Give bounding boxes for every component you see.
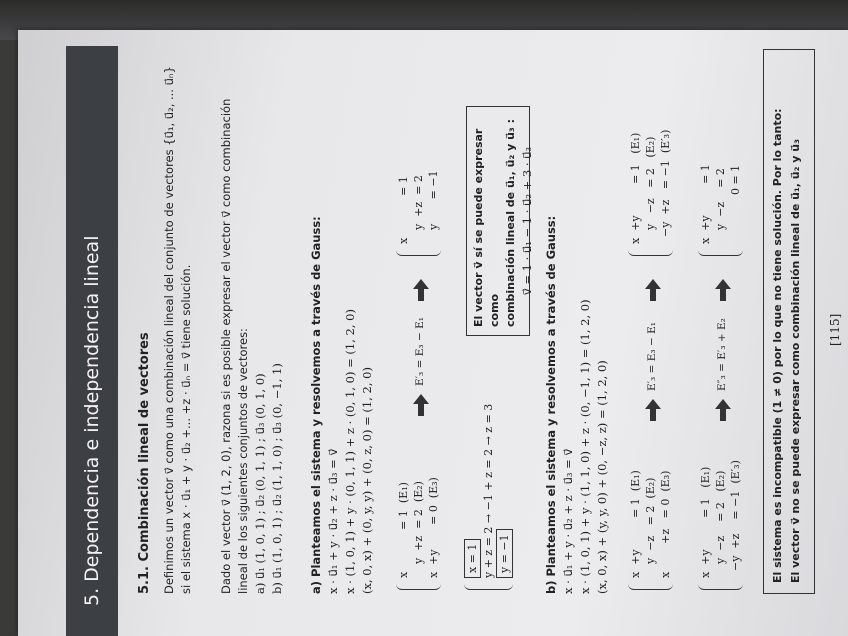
brace	[698, 249, 743, 256]
arrow-right-icon	[715, 399, 731, 421]
part-b-system-0: x +y = 1 (E₁) y −z = 2 (E₂) −y +z = −1 (E′₃)	[698, 460, 743, 590]
arrow-right-icon	[715, 279, 731, 301]
conclusion-line-3: v⃗ = 1 · u⃗₁ − 1 · u⃗₂ + 3 · u⃗₃	[520, 146, 534, 296]
part-a-solution	[464, 404, 513, 590]
part-b-system-2: x +y = 1 (E₁) y −z = 2 (E₂) −y +z = −1 (E′₃)	[628, 130, 673, 256]
solution-x: x = 1	[464, 539, 481, 578]
part-a-eq3: (x, 0, x) + (0, y, y) + (0, z, 0) = (1, 2, 0)	[360, 367, 374, 594]
part-a-operation: E′₃ = E₃ − E₁	[414, 317, 426, 386]
conclusion-line-2: combinación lineal de u⃗₁, u⃗₂ y u⃗₃ :	[504, 119, 517, 327]
chapter-title: 5. Dependencia e independencia lineal	[81, 235, 103, 606]
part-b-system-1: x +y = 1 (E₁) y −z = 2 (E₂) x +z = 0 (E₃)	[628, 470, 673, 590]
part-a-eq2: x · (1, 0, 1) + y · (0, 1, 1) + z · (0, 1, 0) = (1, 2, 0)	[343, 309, 357, 594]
section-title: 5.1. Combinación lineal de vectores	[137, 332, 152, 594]
page-number: [115]	[828, 313, 842, 346]
part-b-system-3: x +y = 1 y −z = 2 0 = 1	[698, 164, 743, 256]
part-b	[543, 54, 611, 594]
part-a-system-1: x = 1 (E₁) y +z = 2 (E₂) x +y = 0 (E₃)	[396, 477, 441, 590]
part-a-eq1: x · u⃗₁ + y · u⃗₂ + z · u⃗₃ = v⃗	[326, 448, 340, 594]
page-content	[18, 30, 848, 636]
brace	[464, 583, 513, 590]
brace	[628, 249, 673, 256]
conclusion-line-1: El vector v⃗ sí se puede expresar como	[472, 128, 501, 327]
part-b-eq3: (x, 0, x) + (y, y, 0) + (0, −z, z) = (1, 2, 0)	[595, 360, 609, 594]
arrow-right-icon	[645, 399, 661, 421]
conclusion-box	[763, 49, 815, 594]
brace	[396, 583, 441, 590]
part-b-eq1: x · u⃗₁ + y · u⃗₂ + z · u⃗₃ = v⃗	[561, 448, 575, 594]
solution-z: y + z = 2 → −1 + z = 2 → z = 3	[482, 403, 495, 578]
part-a	[308, 54, 376, 594]
part-b-operation-1: E′₃ = E₃ − E₁	[646, 322, 658, 391]
part-b-eq2: x · (1, 0, 1) + y · (1, 1, 0) + z · (0, −1, 1) = (1, 2, 0)	[578, 299, 592, 594]
definition-line-2: si el sistema x · u⃗₁ + y · u⃗₂ +... +z · u⃗ₙ = v⃗ tiene solución.	[179, 264, 193, 594]
exercise-a: a) u⃗₁ (1, 0, 1) ; u⃗₂ (0, 1, 1) ; u⃗₃ (0, 1, 0)	[253, 373, 267, 594]
exercise-statement	[218, 54, 286, 594]
arrow-right-icon	[413, 279, 429, 301]
definition-line-1: Definimos un vector v⃗ como una combinación lineal del conjunto de vectores {u⃗₁, u⃗₂, ... u⃗ₙ}	[162, 66, 176, 594]
part-a-title: a) Planteamos el sistema y resolvemos a través de Gauss:	[309, 216, 323, 594]
solution-y: y = −1	[496, 529, 513, 578]
footer-line-2: El vector v⃗ no se puede expresar como combinación lineal de u⃗₁, u⃗₂ y u⃗₃	[789, 139, 802, 583]
part-b-title: b) Planteamos el sistema y resolvemos a través de Gauss:	[544, 215, 558, 594]
part-b-operation-2: E″₃ = E′₃ + E₂	[716, 318, 728, 391]
footer-line-1: El sistema es incompatible (1 ≠ 0) por lo que no tiene solución. Por lo tanto:	[771, 108, 784, 583]
exercise-line-1: Dado el vector v⃗ (1, 2, 0), razona si es posible expresar el vector v⃗ como combinación	[219, 98, 233, 594]
exercise-b: b) u⃗₁ (1, 0, 1) ; u⃗₂ (1, 1, 0) ; u⃗₃ (0, −1, 1)	[270, 363, 284, 594]
brace	[628, 583, 673, 590]
part-a-conclusion-box	[466, 106, 534, 336]
chapter-header	[66, 46, 118, 636]
exercise-line-2: lineal de los siguientes conjuntos de vectores:	[236, 328, 250, 594]
arrow-right-icon	[413, 394, 429, 416]
brace	[698, 583, 743, 590]
book-page	[18, 30, 848, 636]
part-a-system-2: x = 1 y +z = 2 y = −1	[396, 170, 441, 256]
brace	[396, 249, 441, 256]
definition-section	[136, 54, 195, 594]
arrow-right-icon	[645, 279, 661, 301]
